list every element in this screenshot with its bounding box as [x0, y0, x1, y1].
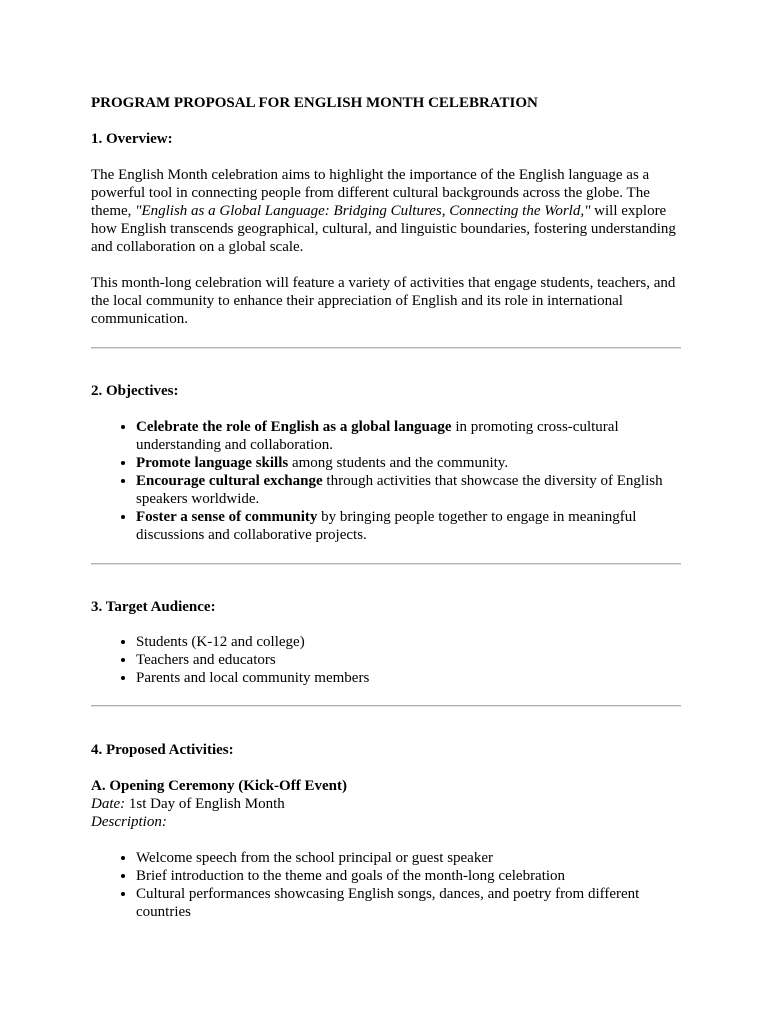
- objective-bold: Foster a sense of community: [136, 509, 318, 525]
- date-value: 1st Day of English Month: [125, 796, 285, 812]
- overview-paragraph-1: [91, 166, 681, 256]
- date-line: [91, 795, 681, 813]
- section-divider: [91, 705, 681, 707]
- objectives-heading: 2. Objectives:: [91, 383, 179, 399]
- overview-text-end: will explore how English transcends geographical, cultural, and linguistic boundaries, fostering understanding and collaboration on a global scale.: [91, 203, 676, 255]
- objective-text: by bringing people together to engage in meaningful discussions and collaborative projects.: [136, 509, 637, 543]
- section-divider: [91, 347, 681, 349]
- theme-quote: "English as a Global Language: Bridging Cultures, Connecting the World,": [135, 203, 591, 219]
- objective-item: [136, 508, 681, 544]
- activities-heading: 4. Proposed Activities:: [91, 742, 234, 758]
- audience-list: [91, 633, 681, 687]
- objective-item: [136, 418, 681, 454]
- date-label: Date:: [91, 796, 126, 812]
- objective-bold: Encourage cultural exchange: [136, 473, 323, 489]
- objective-bold: Celebrate the role of English as a global language: [136, 419, 452, 435]
- audience-item: • Parents and local community members: [136, 669, 681, 687]
- document-title: PROGRAM PROPOSAL FOR ENGLISH MONTH CELEBRATION: [91, 95, 538, 111]
- overview-paragraph-2: This month-long celebration will feature a variety of activities that engage students, teachers, and the local community to enhance their appreciation of English and its role in international communication.: [91, 275, 676, 327]
- objective-item: [136, 472, 681, 508]
- objective-bold: Promote language skills: [136, 455, 289, 471]
- overview-heading: 1. Overview:: [91, 131, 173, 147]
- description-label: Description:: [91, 814, 167, 830]
- audience-item: • Teachers and educators: [136, 651, 681, 669]
- objective-text: through activities that showcase the diversity of English speakers worldwide.: [136, 473, 663, 507]
- ceremony-item: • Welcome speech from the school principal or guest speaker: [136, 849, 681, 867]
- objectives-list: [91, 418, 681, 544]
- ceremony-list: [91, 849, 681, 921]
- section-divider: [91, 563, 681, 565]
- objective-item: [136, 454, 681, 472]
- objective-text: among students and the community.: [288, 455, 509, 471]
- audience-item: • Students (K-12 and college): [136, 633, 681, 651]
- overview-text-start: The English Month celebration aims to highlight the importance of the English language as a powerful tool in connecting people from different cultural backgrounds across the globe. The theme,: [91, 167, 650, 219]
- audience-heading: 3. Target Audience:: [91, 599, 216, 615]
- ceremony-item: • Cultural performances showcasing English songs, dances, and poetry from different countries: [136, 885, 681, 921]
- objective-text: in promoting cross-cultural understanding and collaboration.: [136, 419, 619, 453]
- ceremony-item: • Brief introduction to the theme and goals of the month-long celebration: [136, 867, 681, 885]
- opening-ceremony-title: A. Opening Ceremony (Kick-Off Event): [91, 778, 347, 794]
- document-body: [91, 94, 681, 921]
